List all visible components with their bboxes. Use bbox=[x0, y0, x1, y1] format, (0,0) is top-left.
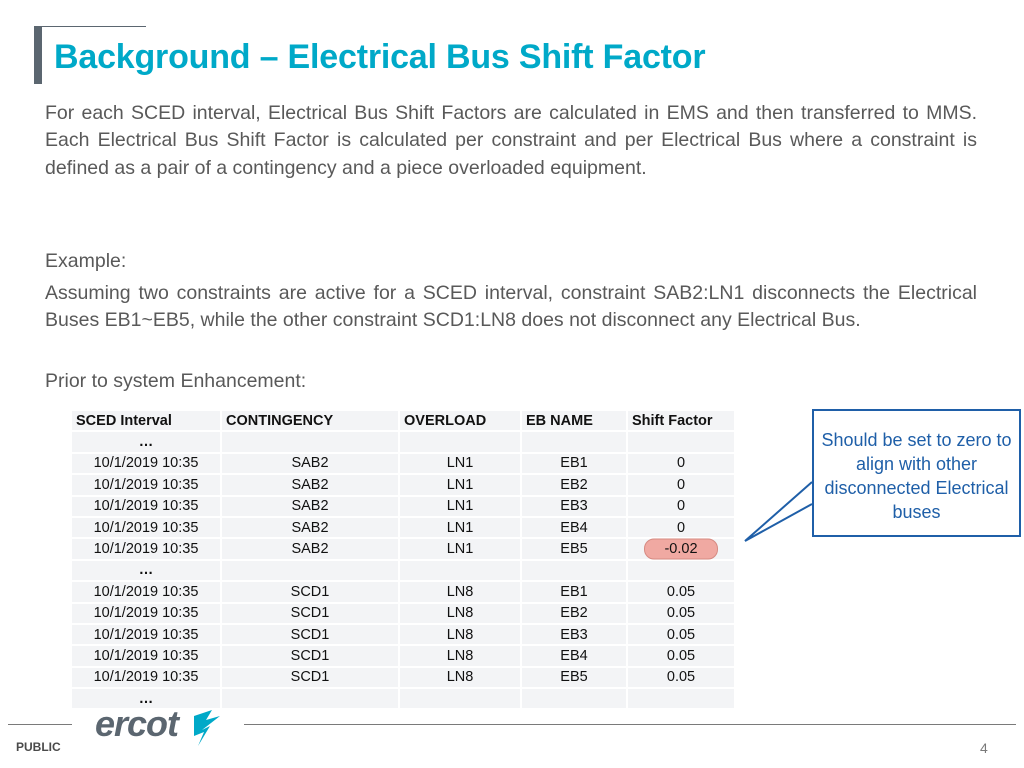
table-cell: LN8 bbox=[400, 625, 520, 644]
header-eb-name: EB NAME bbox=[522, 411, 626, 430]
table-cell bbox=[222, 432, 398, 451]
table-cell: 10/1/2019 10:35 bbox=[72, 668, 220, 687]
table-cell: SAB2 bbox=[222, 454, 398, 473]
table-cell bbox=[628, 689, 734, 708]
table-cell: SCD1 bbox=[222, 604, 398, 623]
table-cell: SCD1 bbox=[222, 668, 398, 687]
table-cell: 0 bbox=[628, 518, 734, 537]
table-cell: LN1 bbox=[400, 475, 520, 494]
table-cell bbox=[628, 561, 734, 580]
table-cell: EB2 bbox=[522, 604, 626, 623]
table-header-row bbox=[72, 411, 734, 430]
table-cell: 0.05 bbox=[628, 668, 734, 687]
header-sced-interval: SCED Interval bbox=[72, 411, 220, 430]
table-row bbox=[72, 518, 734, 537]
table-row bbox=[72, 646, 734, 665]
table-cell: 10/1/2019 10:35 bbox=[72, 475, 220, 494]
footer-divider-left bbox=[8, 724, 72, 725]
table-cell: SCD1 bbox=[222, 582, 398, 601]
table-cell: … bbox=[72, 689, 220, 708]
table-cell: 10/1/2019 10:35 bbox=[72, 582, 220, 601]
table-cell: LN8 bbox=[400, 668, 520, 687]
header-contingency: CONTINGENCY bbox=[222, 411, 398, 430]
table-cell: LN1 bbox=[400, 539, 520, 558]
table-row bbox=[72, 475, 734, 494]
table-row bbox=[72, 497, 734, 516]
table-cell: … bbox=[72, 561, 220, 580]
table-cell: 0 bbox=[628, 454, 734, 473]
example-paragraph: Assuming two constraints are active for a SCED interval, constraint SAB2:LN1 disconnects the Electrical Buses EB1~EB5, while the other constraint SCD1:LN8 does not disconnect any Electrical Bus. bbox=[45, 282, 977, 332]
table-cell: LN1 bbox=[400, 454, 520, 473]
header-shift-factor: Shift Factor bbox=[628, 411, 734, 430]
table-cell bbox=[222, 561, 398, 580]
table-row bbox=[72, 454, 734, 473]
table-cell: 0.05 bbox=[628, 646, 734, 665]
shift-factor-table bbox=[70, 409, 736, 710]
table-cell: SAB2 bbox=[222, 475, 398, 494]
table-row bbox=[72, 561, 734, 580]
table-cell: 0.05 bbox=[628, 625, 734, 644]
table-cell: EB5 bbox=[522, 668, 626, 687]
table-cell bbox=[400, 689, 520, 708]
table-cell: EB3 bbox=[522, 497, 626, 516]
table-cell bbox=[628, 432, 734, 451]
table-cell: LN8 bbox=[400, 582, 520, 601]
table-cell: LN1 bbox=[400, 497, 520, 516]
table-cell: LN1 bbox=[400, 518, 520, 537]
table-cell bbox=[222, 689, 398, 708]
table-row bbox=[72, 582, 734, 601]
slide-title: Background – Electrical Bus Shift Factor bbox=[54, 38, 706, 76]
table-cell: EB4 bbox=[522, 518, 626, 537]
intro-paragraph: For each SCED interval, Electrical Bus Shift Factors are calculated in EMS and then transferred to MMS. Each Electrical Bus Shift Factor is calculated per constraint and per Electrical Bus where a constraint is defined as a pair of a contingency and a piece overloaded equipment. bbox=[45, 102, 977, 179]
table-cell: 10/1/2019 10:35 bbox=[72, 518, 220, 537]
table-row bbox=[72, 539, 734, 558]
table-cell bbox=[400, 432, 520, 451]
table-cell: 10/1/2019 10:35 bbox=[72, 539, 220, 558]
table-cell: SCD1 bbox=[222, 625, 398, 644]
table-cell: … bbox=[72, 432, 220, 451]
table-cell: SAB2 bbox=[222, 518, 398, 537]
table-cell: 10/1/2019 10:35 bbox=[72, 604, 220, 623]
table-cell bbox=[400, 561, 520, 580]
table-cell: SAB2 bbox=[222, 497, 398, 516]
table-cell: 0 bbox=[628, 475, 734, 494]
table-cell: SCD1 bbox=[222, 646, 398, 665]
table-cell: 0.05 bbox=[628, 604, 734, 623]
table-cell: 10/1/2019 10:35 bbox=[72, 497, 220, 516]
table-cell: EB1 bbox=[522, 582, 626, 601]
classification-label: PUBLIC bbox=[16, 740, 61, 754]
table-row bbox=[72, 625, 734, 644]
table-row bbox=[72, 432, 734, 451]
callout-note: Should be set to zero to align with other disconnected Electrical buses bbox=[812, 409, 1021, 537]
table-row bbox=[72, 668, 734, 687]
table-cell: EB1 bbox=[522, 454, 626, 473]
table-cell: LN8 bbox=[400, 646, 520, 665]
table-cell: EB3 bbox=[522, 625, 626, 644]
highlighted-shift-factor-cell bbox=[628, 539, 734, 558]
page-number: 4 bbox=[980, 740, 988, 756]
title-accent-bar bbox=[34, 26, 42, 84]
table-cell: LN8 bbox=[400, 604, 520, 623]
table-cell: EB4 bbox=[522, 646, 626, 665]
table-cell: EB5 bbox=[522, 539, 626, 558]
table-cell: SAB2 bbox=[222, 539, 398, 558]
ercot-logo-icon bbox=[188, 706, 228, 750]
table-cell: 0.05 bbox=[628, 582, 734, 601]
example-label: Example: bbox=[45, 250, 127, 272]
table-cell bbox=[522, 561, 626, 580]
table-cell bbox=[522, 689, 626, 708]
ercot-logo-text: ercot bbox=[95, 703, 179, 744]
table-cell: 0 bbox=[628, 497, 734, 516]
table-cell: 10/1/2019 10:35 bbox=[72, 454, 220, 473]
prior-enhancement-label: Prior to system Enhancement: bbox=[45, 370, 307, 392]
footer-divider-right bbox=[244, 724, 1016, 725]
table-row bbox=[72, 604, 734, 623]
table-cell: EB2 bbox=[522, 475, 626, 494]
table-cell: 10/1/2019 10:35 bbox=[72, 625, 220, 644]
title-top-line bbox=[42, 26, 146, 27]
header-overload: OVERLOAD bbox=[400, 411, 520, 430]
table-cell: 10/1/2019 10:35 bbox=[72, 646, 220, 665]
highlighted-value: -0.02 bbox=[664, 541, 698, 558]
table-cell bbox=[522, 432, 626, 451]
